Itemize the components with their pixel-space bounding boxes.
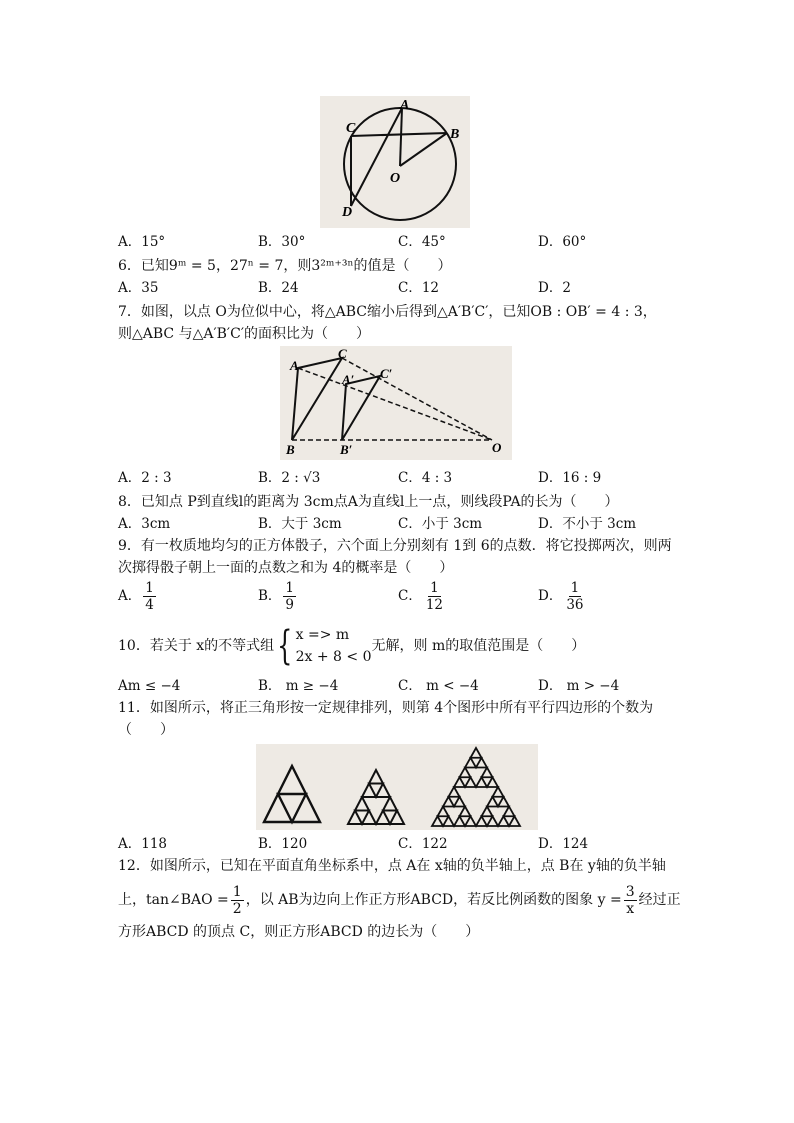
tan-fraction (231, 884, 244, 917)
q8-option-c[interactable]: C．小于 3cm (398, 516, 483, 532)
numerator: 1 (285, 580, 295, 596)
q12-line2-mid: ，以 AB为边向上作正方形ABCD，若反比例函数的图象 y = (245, 892, 622, 908)
label-c: C (346, 121, 356, 136)
q5-option-b[interactable]: B．30° (258, 234, 306, 250)
q7-option-b[interactable]: B．2 : √3 (258, 470, 321, 486)
denominator: 2 (232, 900, 242, 917)
q11-triangle-pattern-figure (256, 744, 538, 830)
q10-option-b[interactable]: B． m ≥ −4 (258, 678, 339, 694)
q11-option-d[interactable]: D．124 (538, 836, 589, 852)
label-o: O (492, 440, 502, 455)
label-c-prime: C′ (380, 366, 393, 381)
function-fraction (624, 884, 637, 917)
q8-option-b[interactable]: B．大于 3cm (258, 516, 342, 532)
q5-circle-figure (320, 96, 470, 228)
brace-icon: { (277, 623, 293, 669)
q5-option-c[interactable]: C．45° (398, 234, 446, 250)
q8-option-a[interactable]: A．3cm (118, 516, 171, 532)
q7-homothety-figure (280, 346, 512, 460)
q12-question-line2 (118, 882, 681, 918)
q5-option-a[interactable]: A．15° (118, 234, 166, 250)
q10-option-c[interactable]: C． m < −4 (398, 678, 479, 694)
q10-ineq1: x => m (295, 627, 350, 643)
denominator: 36 (566, 597, 584, 613)
option-label: B． (258, 588, 282, 604)
option-label: D． (538, 588, 563, 604)
q6-sep: ， (215, 258, 230, 274)
q5-option-d[interactable]: D．60° (538, 234, 587, 250)
q10-ineq2: 2x + 8 < 0 (295, 649, 372, 665)
q8-option-d[interactable]: D．不小于 3cm (538, 516, 637, 532)
q10-prefix: 10．若关于 x的不等式组 (118, 638, 275, 654)
label-d: D (342, 205, 353, 220)
label-b-prime: B′ (340, 442, 353, 457)
q7-option-c[interactable]: C．4 : 3 (398, 470, 453, 486)
q6-question (118, 256, 452, 276)
q6-option-d[interactable]: D．2 (538, 280, 571, 296)
denominator: 9 (285, 597, 295, 613)
q8-question: 8．已知点 P到直线l的距离为 3cm点A为直线l上一点，则线段PA的长为（ ） (118, 494, 619, 510)
inequality-system (296, 624, 372, 668)
label-b: B (450, 127, 460, 142)
label-a: A (290, 358, 299, 373)
q9-question-line2: 次掷得骰子朝上一面的点数之和为 4的概率是（ ） (118, 560, 454, 576)
label-b: B (286, 442, 295, 457)
q6-expr: 3²ᵐ⁺³ⁿ (311, 258, 354, 274)
q7-option-d[interactable]: D．16 : 9 (538, 470, 602, 486)
label-o: O (390, 171, 401, 186)
q6-option-a[interactable]: A．35 (118, 280, 159, 296)
fraction (283, 580, 296, 613)
q6-mid: ，则 (283, 258, 312, 274)
q10-question (118, 624, 585, 668)
q9-option-d[interactable] (538, 580, 588, 613)
fraction (424, 580, 445, 613)
denominator: 12 (425, 597, 444, 613)
q6-eq2: 27ⁿ = 7 (229, 258, 284, 274)
q7-option-a[interactable]: A．2 : 3 (118, 470, 172, 486)
numerator: 1 (145, 580, 154, 596)
q12-line2-post: 经过正 (638, 892, 681, 908)
q12-question-line3: 方形ABCD 的顶点 C，则正方形ABCD 的边长为（ ） (118, 924, 480, 940)
q11-option-c[interactable]: C．122 (398, 836, 448, 852)
q9-option-b[interactable] (258, 580, 298, 613)
q9-question-line1: 9．有一枚质地均匀的正方体骰子，六个面上分别刻有 1到 6的点数．将它投掷两次，则两 (118, 538, 672, 554)
numerator: 1 (232, 883, 242, 900)
label-c: C (338, 346, 347, 361)
option-label: A． (118, 588, 142, 604)
q11-question-line2: （ ） (118, 722, 174, 738)
q6-option-b[interactable]: B．24 (258, 280, 299, 296)
q7-question-line1: 7．如图，以点 O为位似中心，将△ABC缩小后得到△A′B′C′，已知OB : OB′ = 4 : 3， (118, 304, 657, 320)
q9-option-a[interactable] (118, 580, 158, 613)
q6-eq1: 9ᵐ = 5 (168, 258, 216, 274)
label-a-prime: A′ (342, 372, 355, 387)
q11-question-line1: 11．如图所示，将正三角形按一定规律排列，则第 4个图形中所有平行四边形的个数为 (118, 700, 654, 716)
q6-prefix: 6．已知 (118, 258, 169, 274)
q10-suffix: 无解，则 m的取值范围是（ ） (371, 638, 586, 654)
numerator: 1 (570, 580, 580, 596)
numerator: 3 (625, 883, 635, 900)
q11-option-a[interactable]: A．118 (118, 836, 168, 852)
q6-suffix: 的值是（ ） (353, 258, 452, 274)
q6-option-c[interactable]: C．12 (398, 280, 440, 296)
q9-option-c[interactable] (398, 580, 447, 613)
q10-option-d[interactable]: D． m > −4 (538, 678, 620, 694)
fraction (564, 580, 585, 613)
denominator: x (626, 900, 635, 917)
q10-option-a[interactable]: Am ≤ −4 (118, 678, 181, 694)
q11-option-b[interactable]: B．120 (258, 836, 308, 852)
q12-question-line1: 12．如图所示，已知在平面直角坐标系中，点 A在 x轴的负半轴上，点 B在 y轴的负半轴 (118, 858, 666, 874)
numerator: 1 (430, 580, 439, 596)
q12-line2-pre: 上，tan∠BAO = (118, 892, 229, 908)
denominator: 4 (145, 597, 154, 613)
fraction (143, 580, 156, 613)
label-a: A (400, 98, 410, 113)
q7-question-line2: 则△ABC 与△A′B′C′的面积比为（ ） (118, 326, 370, 342)
option-label: C． (398, 588, 422, 604)
